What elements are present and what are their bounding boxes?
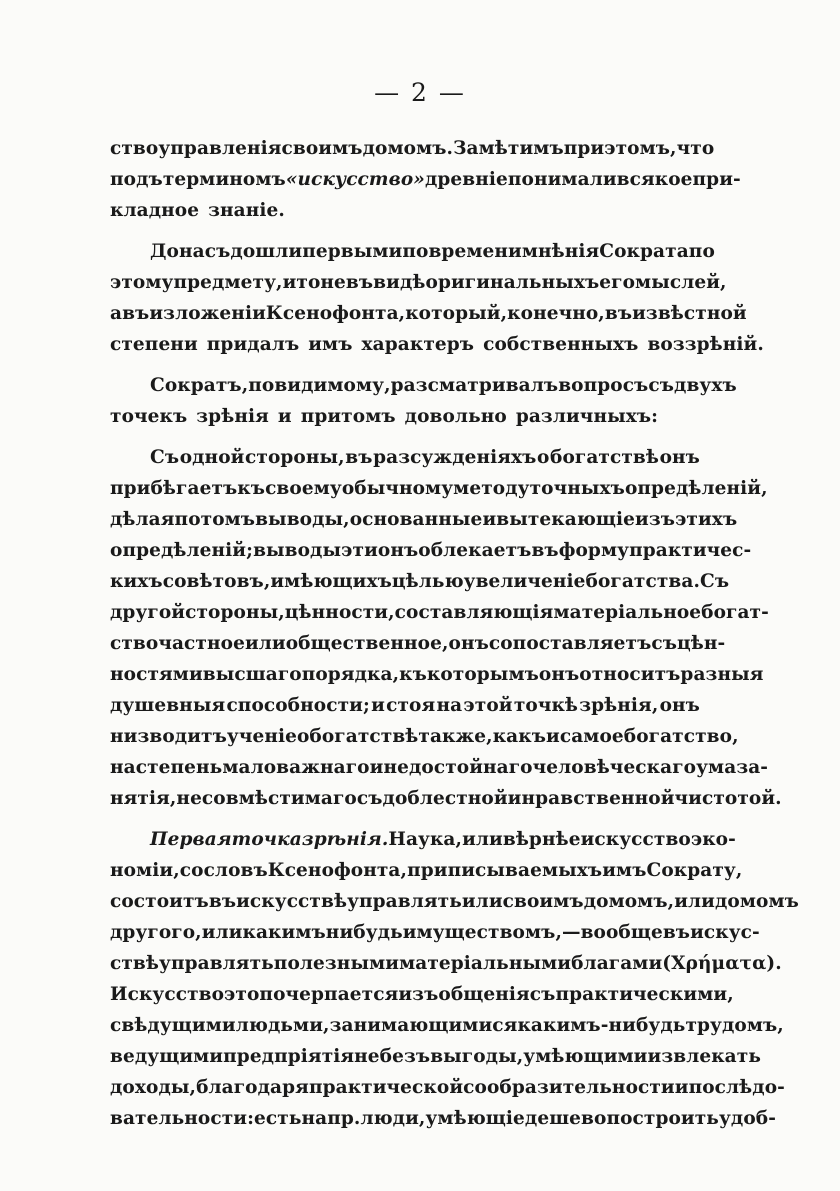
word: свѣдущими [110,1015,236,1036]
text-line [110,824,736,855]
text-line [110,628,726,659]
word: чистотой. [674,788,782,809]
word: изложеніи [149,303,266,324]
word: опредѣленій, [624,478,768,499]
word: или [461,891,503,912]
word: Наука, [388,829,463,850]
word: точекъ [110,406,188,427]
text-line [110,236,715,267]
word: степень [135,757,223,778]
word: разныя [680,664,764,685]
word: о [537,447,550,468]
word: въ [604,303,633,324]
word: ство [110,138,159,159]
word: и [482,509,497,530]
word: стороны, [185,602,285,623]
word: что [676,138,715,159]
word: ума [696,757,737,778]
word: дошли [230,241,303,262]
word: сопоставляетъ [488,633,652,654]
word: ученіе [226,726,297,747]
word: ствѣ [110,953,159,974]
word: Искусство [110,984,225,1005]
word: мнѣнія [521,241,600,262]
word: опредѣленій; [110,540,254,561]
word: дѣлая [110,509,175,530]
word: оригинальныхъ [425,272,600,293]
word: разсматривалъ [390,375,559,396]
word: Сократъ, [150,375,249,396]
word: повидимому, [248,375,391,396]
word: практичес- [629,540,752,561]
word: сообразительности [463,1077,675,1098]
word: которымъ [426,664,539,685]
word: совѣтовъ, [162,571,271,592]
word: приписываемыхъ [407,860,603,881]
word: довольно [404,406,507,427]
word: Замѣтимъ [453,138,564,159]
word: способности; [226,695,370,716]
word: съ [648,375,675,396]
word: эти [341,540,378,561]
word: это [224,984,260,1005]
word: зрѣнія. [301,829,389,850]
word: частное [158,633,245,654]
body-text [110,133,799,1134]
word: какимъ [242,922,326,943]
text-line [110,473,768,504]
word: вѣрнѣе [502,829,581,850]
page-number: — 2 — [374,78,466,107]
word: этихъ [675,509,738,530]
word: увеличеніе [463,571,586,592]
word: различныхъ: [515,406,659,427]
word: занимающимися [329,1015,518,1036]
word: и [282,272,297,293]
word: конечно, [507,303,605,324]
word: съ [529,984,556,1005]
word: онъ [448,633,489,654]
word: безъ [379,1046,431,1067]
word: первыми [302,241,403,262]
word: недостойнаго [383,757,533,778]
word: и [277,406,292,427]
word: несовмѣстимаго [176,788,357,809]
word: самое [559,726,624,747]
word: какъ [492,726,547,747]
word: въ [208,891,237,912]
text-line [110,195,700,226]
word: знаніе. [208,200,285,221]
text-line [110,783,782,814]
word: онъ [659,447,700,468]
text-line [110,1072,785,1103]
word: эко- [690,829,736,850]
word: выгоды, [430,1046,524,1067]
text-line [110,659,764,690]
word: извѣстной [632,303,747,324]
word: къ [399,664,427,685]
word: До [150,241,179,262]
word: притомъ [300,406,396,427]
word: за- [736,757,769,778]
text-line [110,1103,776,1134]
word: точныхъ [529,478,625,499]
word: (Χρήματα). [662,953,782,974]
word: форму [558,540,630,561]
word: по [402,241,429,262]
word: со [179,860,204,881]
word: понимали [507,169,617,190]
text-line [110,597,769,628]
word: степени [110,334,198,355]
word: зрѣнія [196,406,269,427]
text-line [110,917,760,948]
word: или [674,891,715,912]
word: Съ [150,447,180,468]
text-line [110,401,700,432]
word: выводы [253,540,342,561]
text-line [110,267,727,298]
word: предпріятія [223,1046,355,1067]
word: облекаетъ [418,540,532,561]
text-line [110,690,700,721]
word: составляющія [394,602,554,623]
word: онъ [538,664,580,685]
word: въ [662,922,691,943]
word: людьми, [235,1015,330,1036]
word: и [546,726,560,747]
text-line [110,535,752,566]
word: обычному [341,478,454,499]
word: этому [110,272,174,293]
word: удоб- [718,1108,776,1129]
word: этомъ, [604,138,677,159]
word: не [320,272,346,293]
word: собственныхъ [483,334,639,355]
word: вопросъ [558,375,649,396]
word: дешево [524,1108,607,1129]
word: есть [254,1108,302,1129]
word: не [354,1046,380,1067]
word: двухъ [674,375,737,396]
word: также, [418,726,493,747]
word: или [462,829,503,850]
word: практической [308,1077,464,1098]
word: маловажнаго [222,757,370,778]
word: по [688,241,715,262]
word: Первая [150,829,232,850]
word: какимъ-нибудь [517,1015,686,1036]
word: воззрѣній. [647,334,764,355]
text-line [110,504,738,535]
word: на [436,695,463,716]
word: управлять [159,953,274,974]
word: нравственной [521,788,675,809]
word: домомъ [714,891,799,912]
text-line [110,133,715,164]
word: Ксенофонта, [267,860,408,881]
word: видѣ [373,272,426,293]
text-line [110,721,739,752]
word: Сократу, [646,860,743,881]
word: кладное [110,200,200,221]
word: стоя [386,695,436,716]
text-line [110,1010,784,1041]
word: умѣющими [523,1046,648,1067]
word: и [507,788,522,809]
word: богат- [701,602,769,623]
word: богатства. [585,571,701,592]
word: всякое [616,169,693,190]
word: цѣнности, [284,602,395,623]
word: вытекающіе [496,509,636,530]
word: зрѣнія, [579,695,659,716]
word: выводы, [255,509,350,530]
word: который, [405,303,508,324]
word: стороны, [245,447,345,468]
word: къ [237,478,266,499]
word: вательности: [110,1108,255,1129]
text-line [110,752,769,783]
word: онъ [377,540,419,561]
word: нибудь [325,922,403,943]
word: разсужденіяхъ [373,447,537,468]
word: искусствѣ [236,891,348,912]
word: матеріальными [399,953,572,974]
word: Сократа [599,241,689,262]
text-line [110,566,730,597]
word: съ [651,633,678,654]
word: доблестной [382,788,508,809]
word: высшаго [202,664,302,685]
word: одной [179,447,245,468]
word: изъ [635,509,676,530]
word: мыслей, [635,272,727,293]
word: въ [345,272,374,293]
word: изъ [398,984,439,1005]
word: потомъ [174,509,256,530]
text-line [110,1041,761,1072]
text-line [110,886,799,917]
text-line [110,298,747,329]
word: полезными [273,953,400,974]
word: напр. [301,1108,361,1129]
word: насъ [179,241,231,262]
word: состоитъ [110,891,209,912]
word: низводитъ [110,726,227,747]
word: порядка, [301,664,400,685]
word: домомъ, [583,891,675,912]
word: терминомъ [162,169,286,190]
word: относитъ [579,664,681,685]
word: а [110,303,123,324]
word: умѣющіе [425,1108,525,1129]
word: Ксенофонта, [265,303,406,324]
word: его [599,272,636,293]
word: своимъ [502,891,584,912]
word: точка [231,829,302,850]
word: и [674,1077,689,1098]
word: прибѣгаетъ [110,478,238,499]
word: послѣдо- [688,1077,785,1098]
word: характеръ [361,334,475,355]
word: кихъ [110,571,163,592]
word: придалъ [206,334,300,355]
word: методу [453,478,530,499]
word: или [201,922,243,943]
word: матеріальное [553,602,702,623]
word: искус- [690,922,760,943]
text-line [110,855,743,886]
word: времени [428,241,522,262]
word: имѣющихъ [270,571,392,592]
word: о [296,726,310,747]
word: при [563,138,605,159]
word: онъ [659,695,700,716]
word: и [369,757,384,778]
word: подъ [110,169,163,190]
word: искусство [580,829,691,850]
word: на [110,757,136,778]
word: управленія [158,138,282,159]
word: предмету, [173,272,283,293]
word: цѣн- [677,633,726,654]
word: трудомъ, [685,1015,784,1036]
word: имуществомъ,—вообще [402,922,663,943]
word: управлять [347,891,462,912]
word: домомъ. [362,138,454,159]
word: цѣлью [391,571,464,592]
word: практическими, [555,984,734,1005]
text-line [110,442,700,473]
word: человѣческаго [532,757,697,778]
word: своимъ [281,138,363,159]
word: въ [531,540,559,561]
word: душевныя [110,695,226,716]
word: словъ [203,860,268,881]
word: почерпается [259,984,399,1005]
word: нятія, [110,788,177,809]
word: древніе [424,169,508,190]
word: при- [692,169,741,190]
word: «искусство» [285,169,425,190]
text-line [110,370,737,401]
word: богатство, [623,726,739,747]
word: ведущими [110,1046,224,1067]
word: и [371,695,385,716]
word: общенія [438,984,530,1005]
word: этой [463,695,513,716]
word: ностями [110,664,203,685]
word: доходы, [110,1077,197,1098]
word: номіи, [110,860,180,881]
word: Съ [700,571,730,592]
word: своему [265,478,342,499]
word: другой [110,602,186,623]
word: другого, [110,922,202,943]
word: имъ [308,334,353,355]
text-line [110,979,734,1010]
text-line [110,329,764,360]
word: имъ [602,860,647,881]
word: богатствѣ [550,447,659,468]
word: богатствѣ [309,726,419,747]
word: благами [571,953,663,974]
text-line [110,164,741,195]
word: или [244,633,286,654]
word: съ [356,788,383,809]
word: благодаря [196,1077,309,1098]
word: основанные [349,509,483,530]
word: общественное, [285,633,449,654]
word: точкѣ [513,695,579,716]
word: извлекать [647,1046,761,1067]
word: люди, [360,1108,426,1129]
word: въ [122,303,150,324]
text-line [110,948,782,979]
word: ство [110,633,159,654]
word: въ [345,447,373,468]
word: построить [606,1108,719,1129]
word: то [296,272,321,293]
